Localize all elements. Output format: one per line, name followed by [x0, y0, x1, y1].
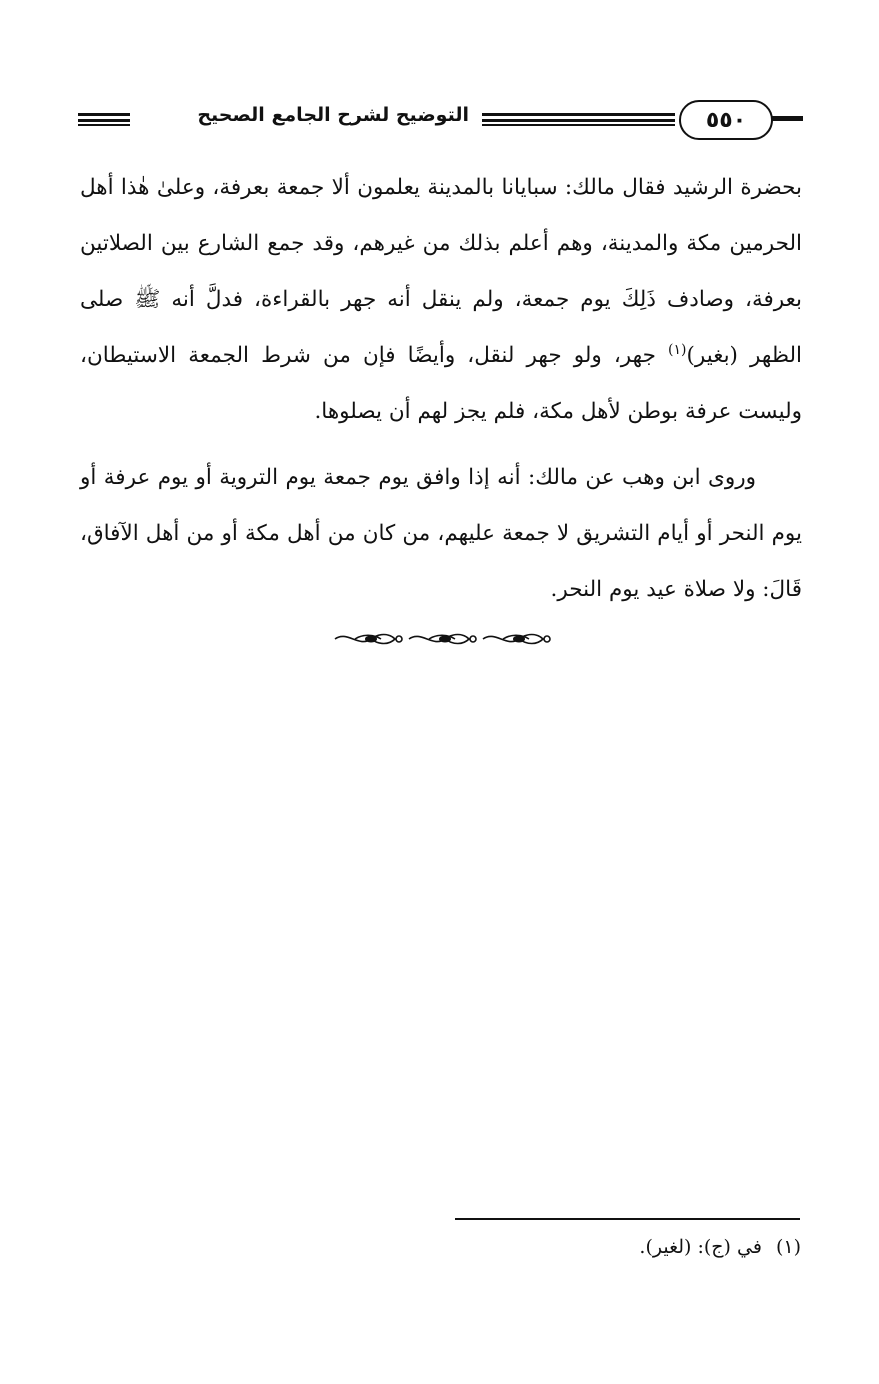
badge-tail-ornament	[771, 116, 803, 121]
paragraph: وروى ابن وهب عن مالك: أنه إذا وافق يوم جمعة يوم التروية أو يوم عرفة أو يوم النحر أو أيام التشريق لا جمعة عليهم، من كان من أهل مكة أو من أهل الآفاق، قَالَ: ولا صلاة عيد يوم النحر.	[80, 465, 802, 602]
paragraph	[80, 160, 802, 440]
footnote-separator	[455, 1218, 800, 1220]
footnote	[639, 1236, 801, 1258]
page-header	[78, 98, 803, 144]
footnote-number: (١)	[775, 1236, 801, 1258]
page-number: ٥٥٠	[679, 100, 773, 140]
footnote-reference: (١)	[667, 341, 687, 358]
section-divider-ornament-icon	[333, 628, 555, 650]
header-rule-right	[482, 113, 675, 125]
header-rule-left	[78, 113, 130, 125]
footnote-text: في (ج): (لغير).	[639, 1236, 762, 1258]
paragraph-text: بحضرة الرشيد فقال مالك: سبايانا بالمدينة يعلمون ألا جمعة بعرفة، وعلىٰ هٰذا أهل الحرمين مكة والمدينة، وهم أعلم بذلك من غيرهم، وقد جمع الشارع بين الصلاتين بعرفة، وصادف ذَلِكَ يوم جمعة، ولم ينقل أنه جهر بالقراءة، فدلَّ أنه ﷺ صلى الظهر (بغير)	[80, 175, 802, 368]
main-text	[80, 160, 802, 618]
paragraph-text-continued: جهر، ولو جهر لنقل، وأيضًا فإن من شرط الجمعة الاستيطان، وليست عرفة بوطن لأهل مكة، فلم يجز لهم أن يصلوها.	[80, 343, 802, 424]
running-title: التوضيح لشرح الجامع الصحيح	[197, 104, 469, 126]
